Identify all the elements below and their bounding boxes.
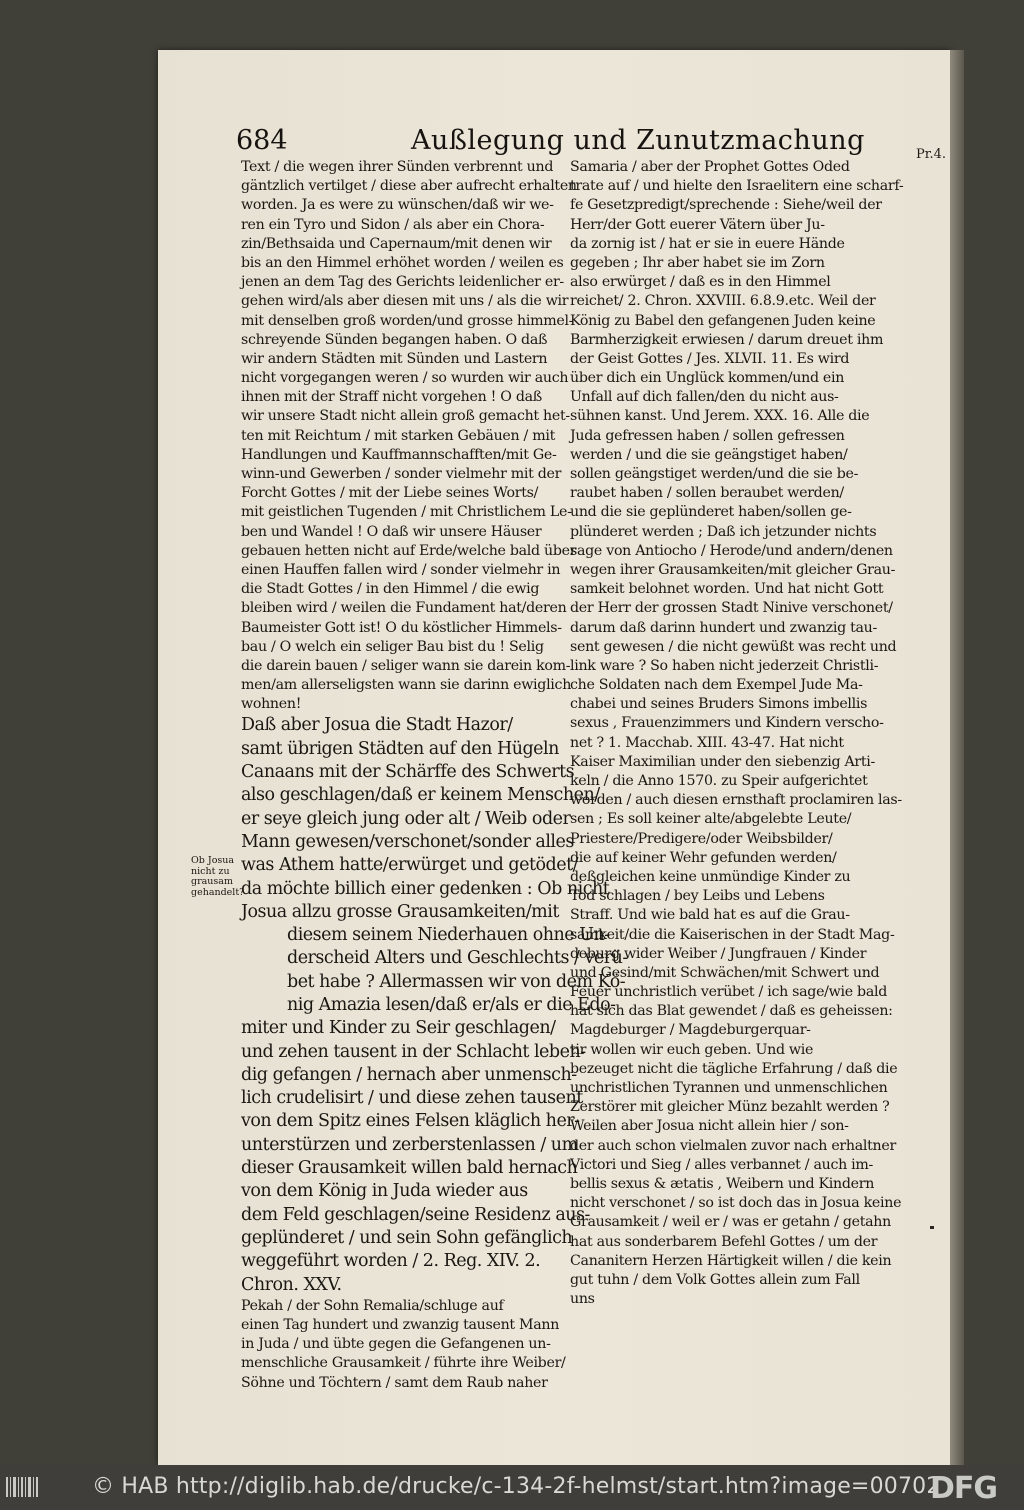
text-line: bellis sexus & ætatis , Weibern und Kindern — [570, 1175, 875, 1192]
text-line: Barmherzigkeit erwiesen / darum dreuet ihm — [570, 331, 884, 348]
text-line: bet habe ? Allermassen wir von dem Kö- — [287, 971, 626, 992]
text-line: Grausamkeit / weil er / was er getahn / getahn — [570, 1214, 891, 1231]
text-line: diesem seinem Niederhauen ohne Un- — [287, 925, 610, 946]
text-line: link ware ? So haben nicht jederzeit Christli- — [570, 657, 879, 674]
text-line: ben und Wandel ! O daß wir unsere Häuser — [241, 523, 542, 540]
right-column — [570, 158, 904, 1309]
text-line: ren ein Tyro und Sidon / als aber ein Chora- — [241, 216, 545, 233]
text-line: lich crudelisirt / und diese zehen tausent — [241, 1088, 583, 1109]
text-line: weggeführt worden / 2. Reg. XIV. 2. — [241, 1251, 541, 1272]
book-page — [158, 50, 950, 1465]
text-line: die Stadt Gottes / in den Himmel / die ewig — [241, 581, 540, 598]
text-line: samt übrigen Städten auf den Hügeln — [241, 738, 559, 759]
text-line: mit denselben groß worden/und grosse himmel- — [241, 312, 574, 329]
text-line: der Geist Gottes / Jes. XLVII. 11. Es wird — [570, 350, 850, 367]
text-line: men/am allerseligsten wann sie darinn ewiglich — [241, 677, 572, 694]
text-line: Josua allzu grosse Grausamkeiten/mit — [241, 901, 559, 922]
text-line: sage von Antiocho / Herode/und andern/denen — [570, 542, 893, 559]
text-line: Pekah / der Sohn Remalia/schluge auf — [241, 1297, 504, 1314]
text-line: Samaria / aber der Prophet Gottes Oded — [570, 159, 850, 175]
signature-mark: Pr.4. — [916, 147, 947, 162]
text-line: Juda gefressen haben / sollen gefressen — [570, 427, 845, 444]
text-line: che Soldaten nach dem Exempel Jude Ma- — [570, 677, 863, 694]
running-head: Außlegung und Zunutzmachung — [411, 125, 865, 156]
text-line: wir unsere Stadt nicht allein groß gemacht het- — [241, 408, 570, 425]
text-line: dig gefangen / hernach aber unmensch- — [241, 1064, 577, 1085]
dfg-logo: DFG — [930, 1471, 998, 1506]
text-line: geplünderet / und sein Sohn gefänglich — [241, 1227, 573, 1248]
right-paragraphs — [570, 158, 904, 1309]
text-line: sen ; Es soll keiner alte/abgelebte Leute/ — [570, 811, 852, 828]
text-line: sühnen kanst. Und Jerem. XXX. 16. Alle die — [570, 408, 870, 425]
text-line: gäntzlich vertilget / diese aber aufrecht erhalten — [241, 178, 577, 195]
text-line: König zu Babel den gefangenen Juden keine — [570, 312, 876, 329]
text-line: fe Gesetzpredigt/sprechende : Siehe/weil der — [570, 197, 882, 214]
left-paragraph-3 — [241, 1297, 564, 1393]
text-line: wegen ihrer Grausamkeiten/mit gleicher Grau- — [570, 561, 896, 578]
text-line: Straff. Und wie bald hat es auf die Grau- — [570, 907, 850, 924]
text-line: nicht vorgegangen weren / so wurden wir auch — [241, 370, 569, 387]
text-line: hat aus sonderbarem Befehl Gottes / um der — [570, 1233, 878, 1250]
page-edge — [950, 50, 964, 1465]
text-line: plünderet werden ; Daß ich jetzunder nichts — [570, 523, 877, 540]
text-line: Victori und Sieg / alles verbannet / auch im- — [570, 1156, 874, 1173]
text-line: gegeben ; Ihr aber habet sie im Zorn — [570, 254, 825, 271]
text-line: mit geistlichen Tugenden / mit Christlichem Le- — [241, 504, 572, 521]
text-line: miter und Kinder zu Seir geschlagen/ — [241, 1018, 556, 1039]
text-line: uns — [570, 1291, 595, 1308]
left-column — [241, 158, 628, 1393]
text-line: was Athem hatte/erwürget und getödet/ — [241, 855, 579, 876]
text-line: da zornig ist / hat er sie in euere Hände — [570, 235, 845, 252]
text-line: über dich ein Unglück kommen/und ein — [570, 370, 845, 387]
text-line: raubet haben / sollen beraubet werden/ — [570, 485, 844, 502]
text-line: samkeit belohnet worden. Und hat nicht Gott — [570, 581, 884, 598]
text-line: ihnen mit der Straff nicht vorgehen ! O daß — [241, 389, 542, 406]
margin-note-line: Ob Josua — [191, 855, 235, 866]
text-line: deburg wider Weiber / Jungfrauen / Kinder — [570, 945, 867, 962]
text-line: Chron. XXV. — [241, 1274, 342, 1295]
margin-note-line: gehandelt? — [191, 886, 245, 898]
text-line: gehen wird/als aber diesen mit uns / als die wir — [241, 293, 569, 310]
paper-speck — [930, 1226, 934, 1229]
text-line: chabei und seines Bruders Simons imbellis — [570, 696, 868, 713]
text-line: werden / und die sie geängstiget haben/ — [570, 446, 848, 463]
text-line: Tod schlagen / bey Leibs und Lebens — [570, 888, 825, 905]
text-line: dem Feld geschlagen/seine Residenz aus- — [241, 1204, 590, 1225]
text-line: ten mit Reichtum / mit starken Gebäuen / mit — [241, 427, 556, 444]
text-line: und zehen tausent in der Schlacht leben- — [241, 1041, 586, 1062]
text-line: winn-und Gewerben / sonder vielmehr mit der — [241, 466, 562, 482]
text-line: die auf keiner Wehr gefunden werden/ — [570, 849, 837, 866]
text-line: derscheid Alters und Geschlechts / verü- — [287, 948, 628, 969]
text-line: zin/Bethsaida und Capernaum/mit denen wir — [241, 235, 552, 252]
text-line: Mann gewesen/verschonet/sonder alles — [241, 831, 574, 852]
text-line: Handlungen und Kauffmannschafften/mit Ge- — [241, 446, 557, 463]
left-paragraph-2 — [241, 714, 628, 1296]
text-line: unchristlichen Tyrannen und unmenschlichen — [570, 1080, 888, 1096]
text-line: der auch schon vielmalen zuvor nach erhaltner — [570, 1137, 896, 1154]
barcode-icon — [6, 1475, 40, 1499]
text-line: dieser Grausamkeit willen bald hernach — [241, 1158, 578, 1179]
text-line: trate auf / und hielte den Israelitern eine scharf- — [570, 178, 904, 195]
margin-note-line: nicht zu — [191, 865, 230, 877]
text-line: worden / auch diesen ernsthaft proclamiren las- — [570, 792, 902, 809]
text-line: gut tuhn / dem Volk Gottes allein zum Fall — [570, 1271, 860, 1288]
page-number: 684 — [236, 125, 288, 156]
text-line: Weilen aber Josua nicht allein hier / son- — [570, 1118, 849, 1135]
text-line: der Herr der grossen Stadt Ninive verschonet/ — [570, 600, 893, 617]
text-line: Cananitern Herzen Härtigkeit willen / die kein — [570, 1252, 892, 1269]
text-line: sent gewesen / die nicht gewüßt was recht und — [570, 638, 897, 655]
footer-bar — [0, 1465, 1024, 1510]
text-line: menschliche Grausamkeit / führte ihre Weiber/ — [241, 1355, 566, 1372]
text-line: er seye gleich jung oder alt / Weib oder — [241, 808, 571, 829]
text-line: Canaans mit der Schärffe des Schwerts — [241, 762, 575, 783]
text-line: nicht verschonet / so ist doch das in Josua keine — [570, 1195, 902, 1212]
text-line: von dem König in Juda wieder aus — [241, 1181, 528, 1202]
text-line: bezeuget nicht die tägliche Erfahrung / daß die — [570, 1060, 898, 1077]
text-line: hat sich das Blat gewendet / daß es geheissen: — [570, 1003, 893, 1020]
text-line: die darein bauen / seliger wann sie darein kom- — [241, 657, 571, 674]
text-line: und Gesind/mit Schwächen/mit Schwert und — [570, 964, 880, 981]
text-line: Unfall auf dich fallen/den du nicht aus- — [570, 389, 839, 406]
text-line: Baumeister Gott ist! O du köstlicher Himmels- — [241, 619, 562, 636]
text-line: Text / die wegen ihrer Sünden verbrennt und — [241, 159, 554, 175]
text-line: Feuer unchristlich verübet / ich sage/wie bald — [570, 984, 888, 1001]
text-line: samkeit/die die Kaiserischen in der Stadt Mag- — [570, 926, 895, 943]
text-line: bis an den Himmel erhöhet worden / weilen es — [241, 254, 564, 271]
text-line: da möchte billich einer gedenken : Ob nicht — [241, 878, 610, 899]
left-paragraph-1 — [241, 158, 577, 714]
text-line: Söhne und Töchtern / samt dem Raub naher — [241, 1374, 548, 1391]
margin-note — [191, 855, 245, 898]
text-line: bau / O welch ein seliger Bau bist du ! Selig — [241, 638, 544, 655]
text-line: und die sie geplünderet haben/sollen ge- — [570, 504, 852, 521]
text-line: Magdeburger / Magdeburgerquar- — [570, 1022, 811, 1039]
copyright-url: © HAB http://diglib.hab.de/drucke/c-134-2f-helmst/start.htm?image=00702 — [92, 1474, 941, 1499]
text-line: net ? 1. Macchab. XIII. 43-47. Hat nicht — [570, 734, 844, 751]
text-line: Kaiser Maximilian under den siebenzig Arti- — [570, 753, 876, 770]
text-line: Priestere/Predigere/oder Weibsbilder/ — [570, 830, 833, 847]
text-line: schreyende Sünden begangen haben. O daß — [241, 331, 548, 348]
text-line: deßgleichen keine unmündige Kinder zu — [570, 868, 851, 885]
text-line: tir wollen wir euch geben. Und wie — [570, 1041, 814, 1058]
text-line: unterstürzen und zerberstenlassen / um — [241, 1134, 578, 1155]
text-line: Zerstörer mit gleicher Münz bezahlt werden ? — [570, 1099, 890, 1116]
text-line: also erwürget / daß es in den Himmel — [570, 274, 831, 291]
text-line: Herr/der Gott euerer Vätern über Ju- — [570, 216, 825, 233]
text-line: nig Amazia lesen/daß er/als er die Edo- — [287, 995, 616, 1015]
text-line: also geschlagen/daß er keinem Menschen/ — [241, 785, 600, 806]
text-line: darum daß darinn hundert und zwanzig tau- — [570, 619, 877, 636]
text-line: wir andern Städten mit Sünden und Lastern — [241, 350, 548, 367]
text-line: Forcht Gottes / mit der Liebe seines Worts/ — [241, 485, 539, 502]
text-line: einen Tag hundert und zwanzig tausent Mann — [241, 1317, 560, 1334]
text-line: gebauen hetten nicht auf Erde/welche bald über — [241, 542, 577, 559]
margin-note-line: grausam — [191, 876, 233, 887]
text-line: worden. Ja es were zu wünschen/daß wir we- — [241, 197, 554, 214]
text-line: bleiben wird / weilen die Fundament hat/deren — [241, 600, 567, 617]
text-line: reichet/ 2. Chron. XXVIII. 6.8.9.etc. Weil der — [570, 293, 876, 310]
text-line: einen Hauffen fallen wird / sonder vielmehr in — [241, 561, 561, 578]
text-line: wohnen! — [241, 696, 302, 713]
text-line: Daß aber Josua die Stadt Hazor/ — [241, 715, 513, 736]
text-line: von dem Spitz eines Felsen kläglich her- — [241, 1111, 580, 1132]
text-line: sollen geängstiget werden/und die sie be- — [570, 466, 859, 482]
text-line: sexus , Frauenzimmers und Kindern verscho- — [570, 715, 884, 732]
text-line: in Juda / und übte gegen die Gefangenen un- — [241, 1336, 551, 1353]
text-line: keln / die Anno 1570. zu Speir aufgerichtet — [570, 773, 868, 789]
text-line: jenen an dem Tag des Gerichts leidenlicher er- — [241, 274, 564, 291]
